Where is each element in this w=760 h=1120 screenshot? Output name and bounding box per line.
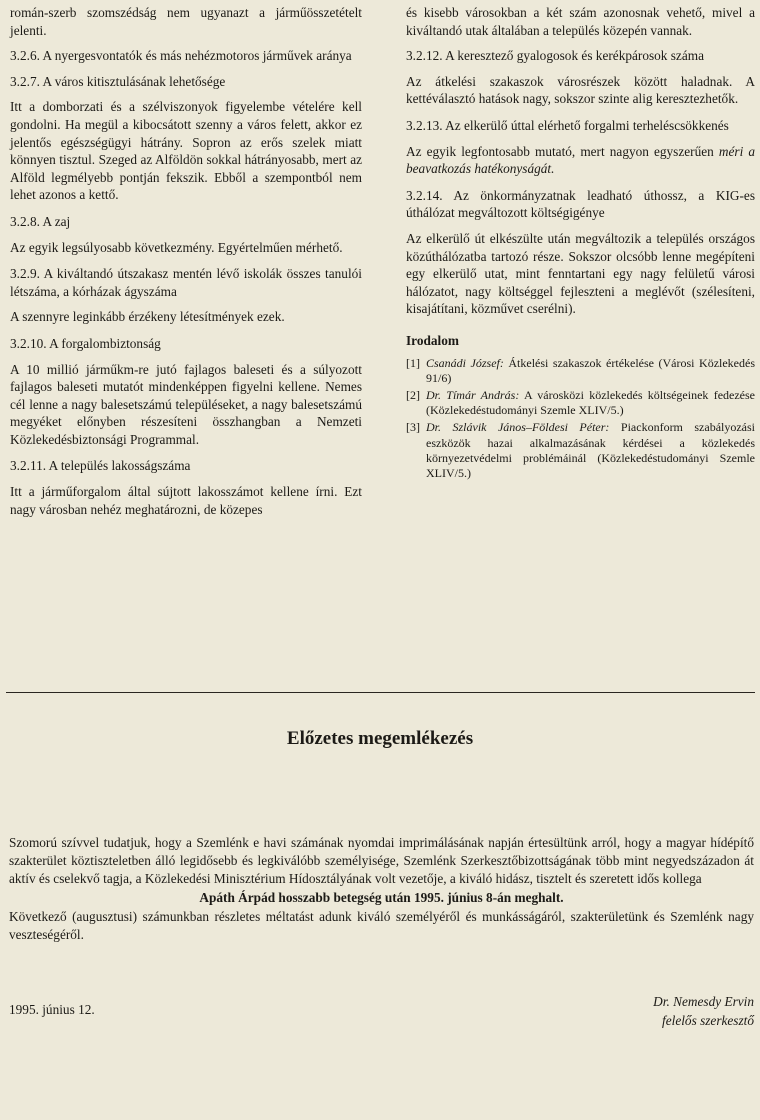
reference-item	[406, 388, 755, 418]
section-heading: 3.2.8. A zaj	[10, 213, 71, 229]
obituary-announcement: Apáth Árpád hosszabb betegség után 1995. június 8-án meghalt.	[199, 890, 564, 905]
section-text: A szennyre leginkább érzékeny létesítmények ezek.	[10, 309, 285, 325]
signature-role: felelős szerkesztő	[662, 1013, 754, 1028]
reference-author: Dr. Szlávik János–Földesi Péter:	[426, 420, 610, 435]
reference-body	[426, 388, 755, 418]
section-text: Itt a domborzati és a szélviszonyok figyelembe vételére kell gondolni. Ha megül a kibocsátott szenny a város felett, akkor ez jelentős egészségügyi hátrány. Sopron az erős szelek miatt könnyen tisztul. Szeged az Alföldön sokkal hátrányosabb, mert az Alföld legmélyebb pontján fekszik. Ebből a szempontból nem lehet azonos a kettő.	[10, 99, 362, 203]
reference-text: Piackonform szabályozási eszközök hazai alkalmazásának kérdései a közlekedés környezetvédelmi problémáinál (Közlekedéstudományi Szemle XLIV/5.)	[426, 420, 756, 480]
reference-text: Átkelési szakaszok értékelése (Városi Közlekedés 91/6)	[426, 355, 755, 385]
section-text: A 10 millió járműkm-re jutó fajlagos baleseti és a súlyozott fajlagos baleseti mutatót mindenképpen figyelni kellene. Nemes cél lenne a nagy balesetszámú településeket, a nagy balesetszámú megyéket előnyben részesíteni összhangban a Nemzeti Közlekedésbiztonsági Programmal.	[10, 361, 362, 447]
section-text: Az átkelési szakaszok városrészek között haladnak. A kettéválasztó hatások nagy, sokszor szinte alig keresztezhetők.	[406, 73, 755, 107]
section-heading: 3.2.12. A keresztező gyalogosok és kerékpárosok száma	[406, 48, 704, 64]
obituary-paragraph: Következő (augusztusi) számunkban részletes méltatást adunk kiváló személyéről és munkásságáról, szakterületünk és Szemlénk nagy veszteségéről.	[9, 909, 754, 942]
obituary-paragraph: Szomorú szívvel tudatjuk, hogy a Szemlénk e havi számának nyomdai imprimálásának napján értesültünk arról, hogy a magyar hídépítő szakterület köztiszteletben álló legidősebb és legkiválóbb személyisége, Szemlénk Szerkesztőbizottságának több mint negyedszázadon át aktív és cselekvő tagja, a Közlekedési Minisztérium Hídosztályának volt vezetője, a kiváló hidász, tisztelt és szeretett idős kollega	[9, 835, 754, 886]
obituary-body	[9, 834, 754, 944]
reference-author: Dr. Tímár András:	[426, 387, 520, 402]
obituary-date: 1995. június 12.	[9, 1002, 95, 1017]
section-heading: 3.2.13. Az elkerülő úttal elérhető forgalmi terheléscsökkenés	[406, 117, 729, 133]
obituary-title: Előzetes megemlékezés	[286, 728, 474, 749]
section-divider	[6, 692, 755, 693]
reference-author: Csanádi József:	[426, 355, 504, 370]
section-heading: 3.2.10. A forgalombiztonság	[10, 335, 161, 351]
right-intro-text: és kisebb városokban a két szám azonosnak vehető, mivel a kiváltandó utak általában a település közepén vannak.	[406, 5, 755, 38]
reference-number: [3]	[406, 420, 420, 435]
section-text	[406, 143, 755, 178]
section-text-emphasis: méri a beavatkozás hatékonyságát.	[406, 143, 755, 177]
reference-item	[406, 356, 755, 386]
reference-body	[426, 356, 755, 386]
signature-name: Dr. Nemesdy Ervin	[653, 994, 754, 1009]
reference-body	[426, 420, 755, 481]
section-heading: 3.2.6. A nyergesvontatók és más nehézmotoros járművek aránya	[10, 48, 352, 64]
reference-number: [1]	[406, 355, 420, 370]
reference-list	[406, 356, 755, 482]
section-text: Itt a járműforgalom által sújtott lakosszámot kellene írni. Ezt nagy városban nehéz meghatározni, de közepes	[10, 484, 362, 517]
section-heading: 3.2.7. A város kitisztulásának lehetősége	[10, 73, 226, 89]
section-heading: 3.2.11. A település lakosságszáma	[10, 458, 191, 474]
signature-block	[653, 992, 754, 1030]
references-title: Irodalom	[406, 332, 459, 348]
reference-text: A városközi közlekedés költségeinek fedezése (Közlekedéstudományi Szemle XLIV/5.)	[426, 387, 755, 418]
section-heading: 3.2.9. A kiváltandó útszakasz mentén lévő iskolák összes tanulói létszáma, a kórházak ágyszáma	[10, 266, 362, 299]
section-text: Az elkerülő út elkészülte után megváltozik a település országos közúthálózatba tartozó része. Sokszor olcsóbb lenne megépíteni egy elkerülő utat, mint fenntartani egy nagy felületű városi hálózatot, nagy költséggel fejleszteni a meglévőt (szélesíteni, kisajátítani, közművet cserélni).	[406, 230, 755, 317]
right-column	[406, 4, 755, 483]
section-text: Az egyik legsúlyosabb következmény. Egyértelműen mérhető.	[10, 239, 343, 255]
reference-number: [2]	[406, 387, 420, 402]
left-column	[10, 4, 362, 527]
section-text-plain: Az egyik legfontosabb mutató, mert nagyon egyszerűen	[406, 143, 714, 159]
section-heading: 3.2.14. Az önkormányzatnak leadható úthossz, a KIG-es úthálózat megváltozott költségigénye	[406, 187, 755, 221]
reference-item	[406, 420, 755, 481]
left-intro-text: román-szerb szomszédság nem ugyanazt a járműösszetételt jelenti.	[10, 5, 362, 38]
